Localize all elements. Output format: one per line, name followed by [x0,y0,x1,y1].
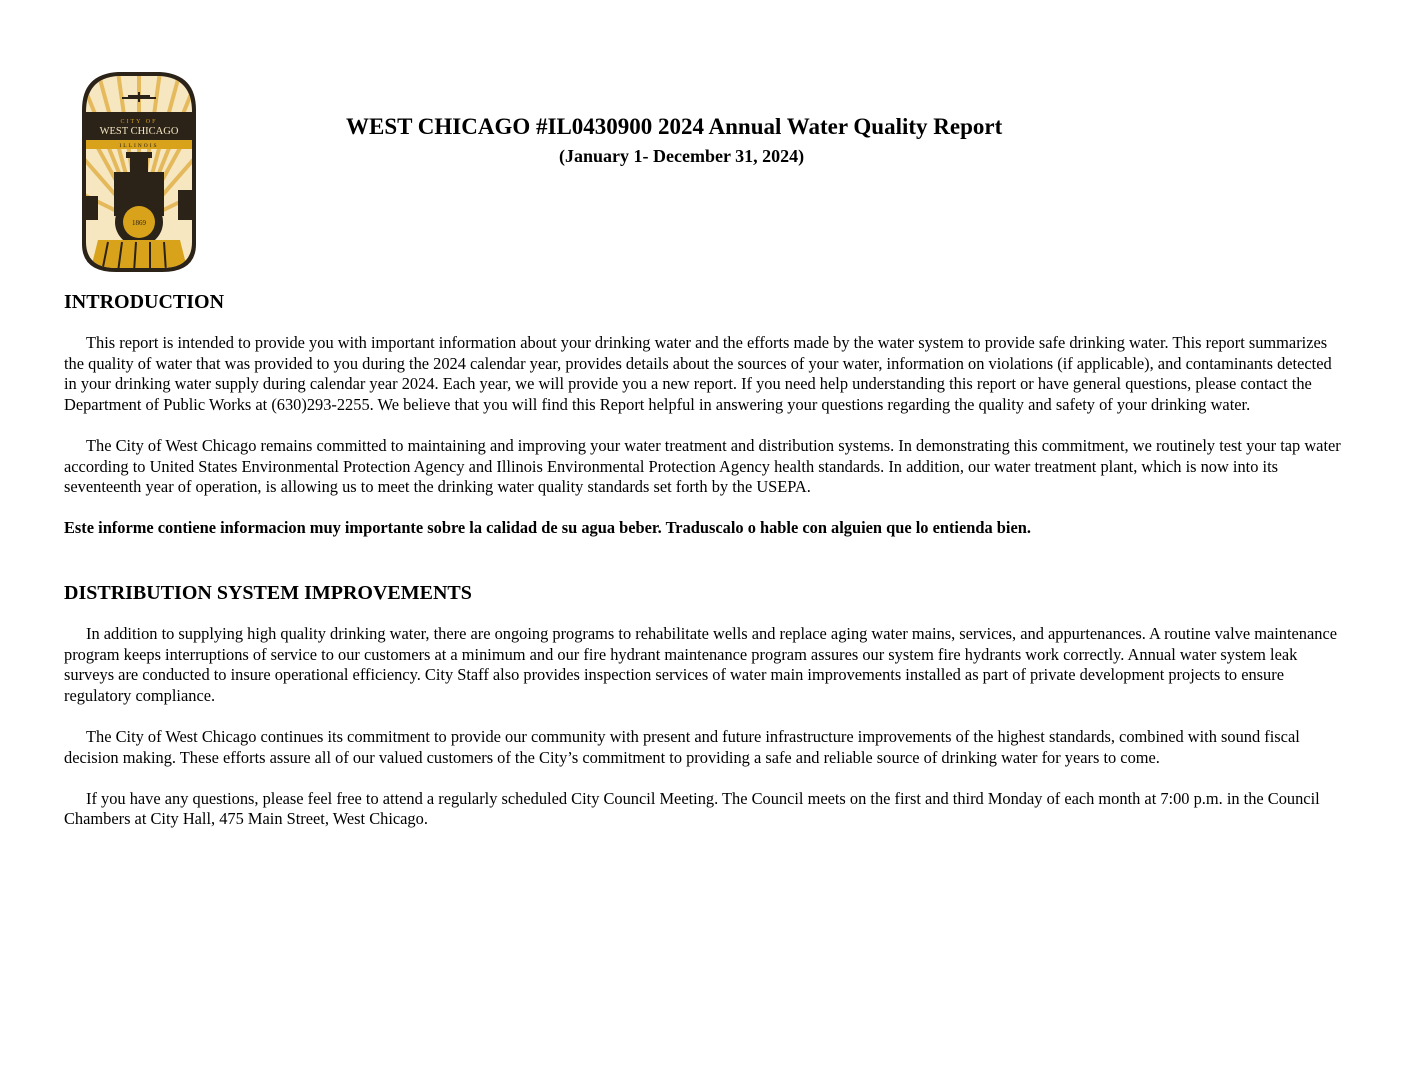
introduction-paragraph-1: This report is intended to provide you with important information about your drinking water and the efforts made by the water system to provide safe drinking water. This report summarizes the quality of water that was provided to you during the 2024 calendar year, provides details about the sources of your water, information on violations (if applicable), and contaminants detected in your drinking water supply during calendar year 2024. Each year, we will provide you a new report. If you need help understanding this report or have general questions, please contact the Department of Public Works at (630)293-2255. We believe that you will find this Report helpful in answering your questions regarding the quality and safety of your drinking water. [64,333,1332,414]
report-title: WEST CHICAGO #IL0430900 2024 Annual Water Quality Report [346,114,1003,139]
spanish-notice: Este informe contiene informacion muy importante sobre la calidad de su agua beber. Traduscalo o hable con alguien que lo entienda bien. [64,518,1031,538]
city-seal-logo [78,72,200,272]
introduction-heading: INTRODUCTION [64,291,225,313]
logo-year-text: 1869 [132,219,146,227]
report-period: (January 1- December 31, 2024) [559,146,805,166]
logo-top-text: CITY OF [120,119,158,125]
logo-state-text: ILLINOIS [119,143,159,149]
distribution-heading: DISTRIBUTION SYSTEM IMPROVEMENTS [64,581,472,604]
city-seal-icon [78,72,200,272]
distribution-paragraph-3: If you have any questions, please feel free to attend a regularly scheduled City Council Meeting. The Council meets on the first and third Monday of each month at 7:00 p.m. in the Council Chambers at City Hall, 475 Main Street, West Chicago. [64,788,1320,829]
distribution-paragraph-2: The City of West Chicago continues its commitment to provide our community with present and future infrastructure improvements of the highest standards, combined with sound fiscal decision making. These efforts assure all of our valued customers of the City’s commitment to providing a safe and reliable source of drinking water for years to come. [64,726,1300,767]
distribution-paragraph-1: In addition to supplying high quality drinking water, there are ongoing programs to rehabilitate wells and replace aging water mains, services, and appurtenances. A routine valve maintenance program keeps interruptions of service to our customers at a minimum and our fire hydrant maintenance program assures our system fire hydrants work correctly. Annual water system leak surveys are conducted to insure operational efficiency. City Staff also provides inspection services of water main improvements installed as part of private development projects to ensure regulatory compliance. [64,623,1338,705]
introduction-paragraph-2: The City of West Chicago remains committed to maintaining and improving your water treatment and distribution systems. In demonstrating this commitment, we routinely test your tap water according to United States Environmental Protection Agency and Illinois Environmental Protection Agency health standards. In addition, our water treatment plant, which is now into its seventeenth year of operation, is allowing us to meet the drinking water quality standards set forth by the USEPA. [64,435,1341,497]
logo-city-name: WEST CHICAGO [99,126,179,137]
report-body [64,290,1346,830]
